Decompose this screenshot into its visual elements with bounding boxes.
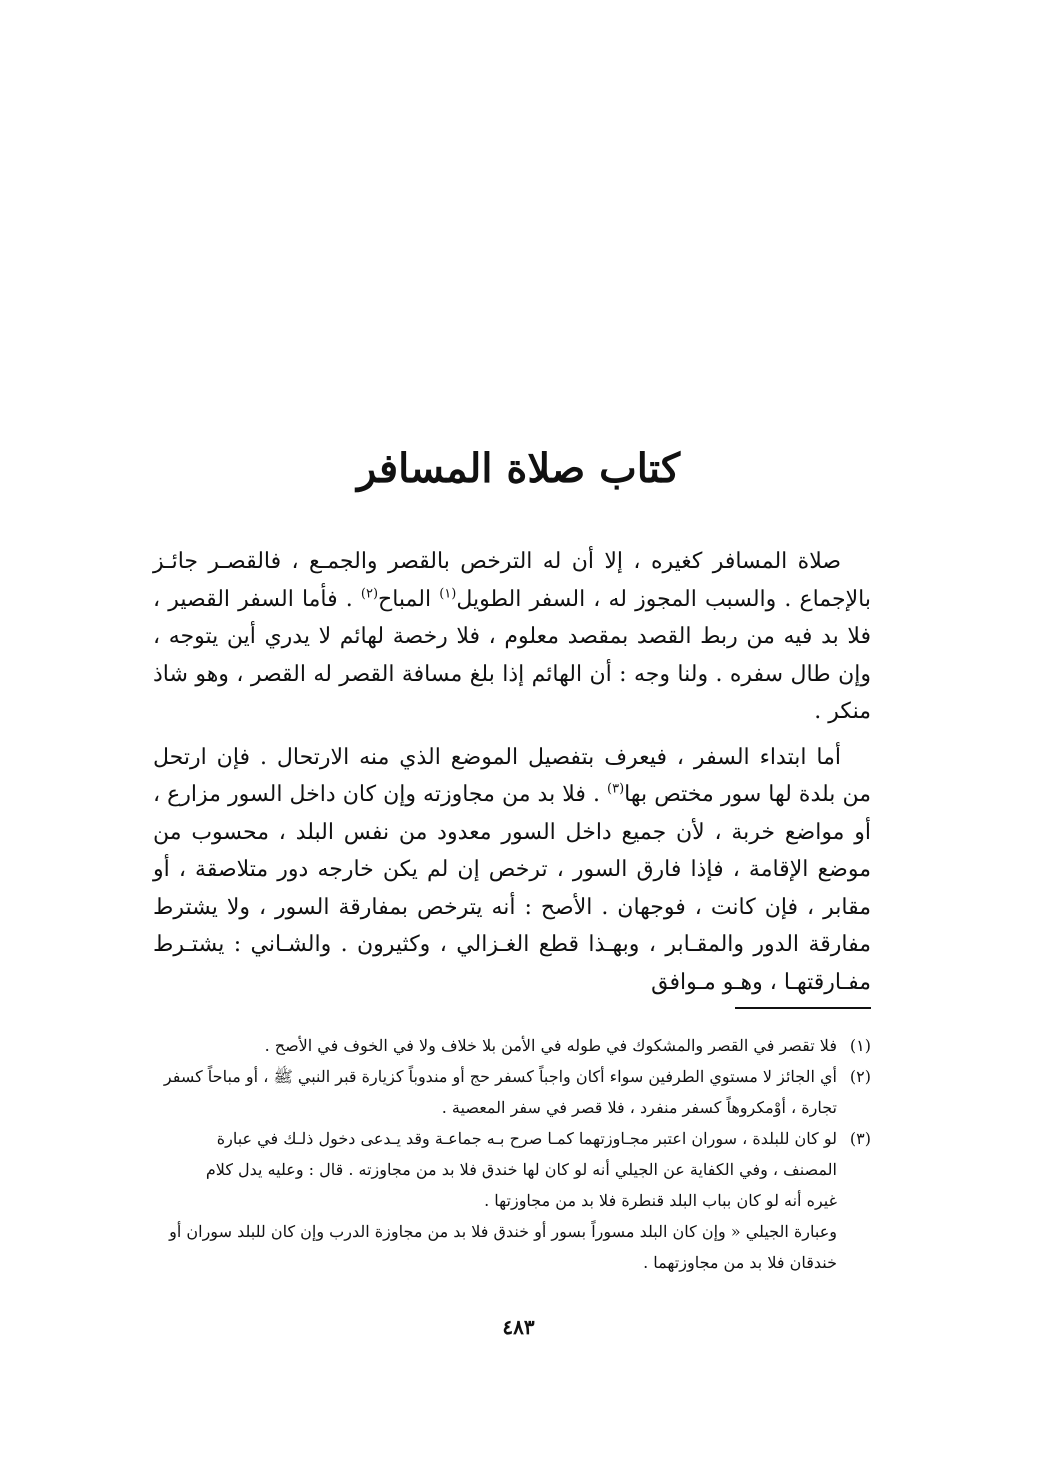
- paragraph-1-text-b: المباح: [378, 586, 440, 612]
- paragraph-1-text-a: صلاة المسافر كغيره ، إلا أن له الترخص بالقصر والجمـع ، فالقصـر جائـز بالإجماع . والسبب المجوز له ، السفر الطويل: [153, 549, 872, 612]
- footnote-line: المصنف ، وفي الكفاية عن الجيلي أنه لو كان لها خندق فلا بد من مجاوزته . قال : وعليه يدل كلام: [205, 1160, 837, 1179]
- footnote-3: [153, 1123, 871, 1278]
- paragraph-2: [153, 739, 871, 1002]
- paragraph-1: [153, 543, 871, 731]
- footnote-text: [153, 1030, 837, 1061]
- paragraph-1-text-c: . فأما السفر القصير ، فلا بد فيه من ربط القصد بمقصد معلوم ، فلا رخصة لهائم لا يدري أين يتوجه ، وإن طال سفره . ولنا وجه : أن الهائم إذا بلغ مسافة القصر له القصر ، وهو شاذ منكر .: [153, 586, 871, 724]
- footnote-ref-1: (١): [439, 586, 457, 602]
- footnote-line: لو كان للبلدة ، سوران اعتبر مجـاوزتهما كمـا صرح بـه جماعـة وقد يـدعى دخول ذلـك في عبارة: [216, 1129, 837, 1148]
- footnote-ref-3: (٣): [607, 781, 625, 797]
- main-text: [153, 543, 871, 1001]
- footnote-2: [153, 1061, 871, 1123]
- page-number: ٤٨٣: [502, 1315, 535, 1339]
- footnote-divider: [735, 1007, 871, 1009]
- footnote-1: [153, 1030, 871, 1061]
- footnote-line: غيره أنه لو كان بباب البلد قنطرة فلا بد من مجاوزتها .: [484, 1191, 837, 1210]
- footnote-line: وعبارة الجيلي « وإن كان البلد مسوراً بسور أو خندق فلا بد من مجاوزة الدرب وإن كان للبلد سوران أو: [169, 1222, 837, 1241]
- footnote-number: (١): [849, 1036, 871, 1055]
- paragraph-2-text-a: أما ابتداء السفر ، فيعرف بتفصيل الموضع الذي منه الارتحال . فإن ارتحل من بلدة لها سور مختص بها: [153, 744, 871, 807]
- paragraph-2-text-b: . فلا بد من مجاوزته وإن كان داخل السور مزارع ، أو مواضع خربة ، لأن جميع داخل السور معدود من نفس البلد ، محسوب من موضع الإقامة ، فإذا فارق السور ، ترخص إن لم يكن خارجه دور متلاصقة ، أو مقابر ، فإن كانت ، فوجهان . الأصح : أنه يترخص بمفارقة السور ، ولا يشترط مفارقة الدور والمقـابر ، وبهـذا قطع الغـزالي ، وكثيرون . والشـاني : يشتـرط مفـارقتهـا ، وهـو مـوافق: [153, 782, 871, 995]
- footnote-text: [153, 1123, 837, 1278]
- footnote-line: أي الجائز لا مستوي الطرفين سواء أكان واجباً كسفر حج أو مندوباً كزيارة قبر النبي ﷺ ، أو مباحاً كسفر: [163, 1067, 837, 1086]
- footnote-ref-2: (٢): [360, 586, 379, 602]
- footnote-number: (٣): [849, 1129, 871, 1148]
- footnote-number: (٢): [849, 1067, 871, 1086]
- footnotes: [153, 1030, 871, 1278]
- footnote-text: [153, 1061, 837, 1123]
- footnote-line: خندقان فلا بد من مجاوزتهما .: [643, 1253, 837, 1272]
- footnote-line: فلا تقصر في القصر والمشكوك في طوله في الأمن بلا خلاف ولا في الخوف في الأصح .: [264, 1036, 837, 1055]
- chapter-title: كتاب صلاة المسافر: [356, 444, 681, 492]
- footnote-line: تجارة ، أوْمكروهاً كسفر منفرد ، فلا قصر في سفر المعصية .: [441, 1098, 837, 1117]
